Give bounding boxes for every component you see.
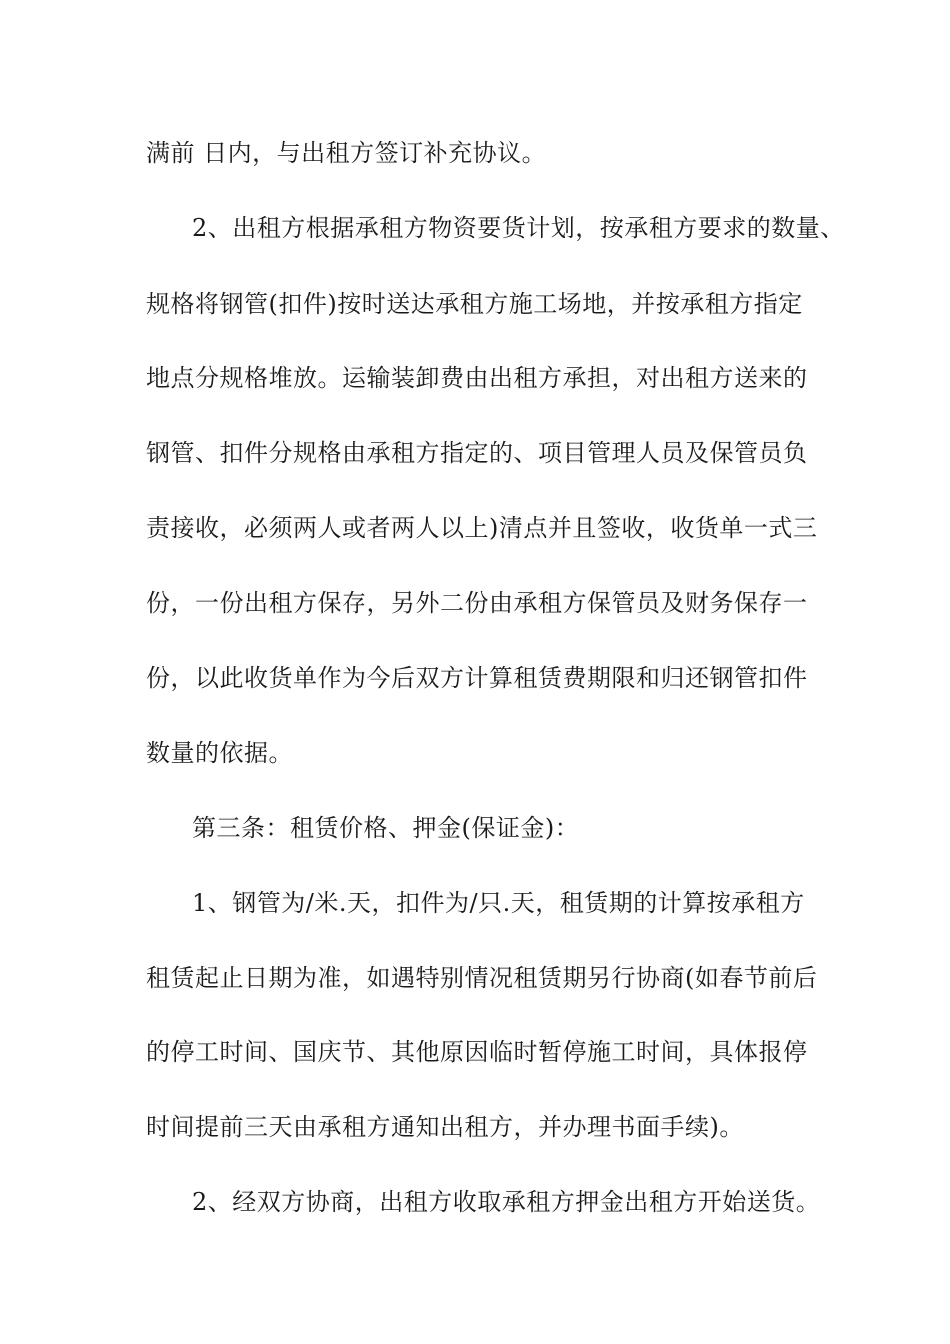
text-line-12: 租赁起止日期为准，如遇特别情况租赁期另行协商(如春节前后 [146, 964, 818, 992]
text-line-14: 时间提前三天由承租方通知出租方，并办理书面手续)。 [146, 1113, 744, 1141]
text-line-1: 满前 日内，与出租方签订补充协议。 [146, 139, 547, 167]
text-line-4: 地点分规格堆放。运输装卸费由出租方承担，对出租方送来的 [146, 364, 808, 392]
section-heading: 第三条：租赁价格、押金(保证金)： [192, 814, 580, 842]
text-line-8: 份，以此收货单作为今后双方计算租赁费期限和归还钢管扣件 [146, 664, 808, 692]
text-line-9: 数量的依据。 [146, 739, 293, 767]
text-line-5: 钢管、扣件分规格由承租方指定的、项目管理人员及保管员负 [146, 439, 808, 467]
text-line-11: 1、钢管为/米.天，扣件为/只.天，租赁期的计算按承租方 [192, 889, 805, 917]
text-line-3: 规格将钢管(扣件)按时送达承租方施工场地，并按承租方指定 [146, 290, 803, 318]
text-line-15: 2、经双方协商，出租方收取承租方押金出租方开始送货。 [192, 1188, 821, 1216]
text-line-7: 份，一份出租方保存，另外二份由承租方保管员及财务保存一 [146, 589, 808, 617]
text-line-13: 的停工时间、国庆节、其他原因临时暂停施工时间，具体报停 [146, 1038, 808, 1066]
text-line-2: 2、出租方根据承租方物资要货计划，按承租方要求的数量、 [192, 214, 845, 242]
text-line-6: 责接收，必须两人或者两人以上)清点并且签收，收货单一式三 [146, 514, 818, 542]
